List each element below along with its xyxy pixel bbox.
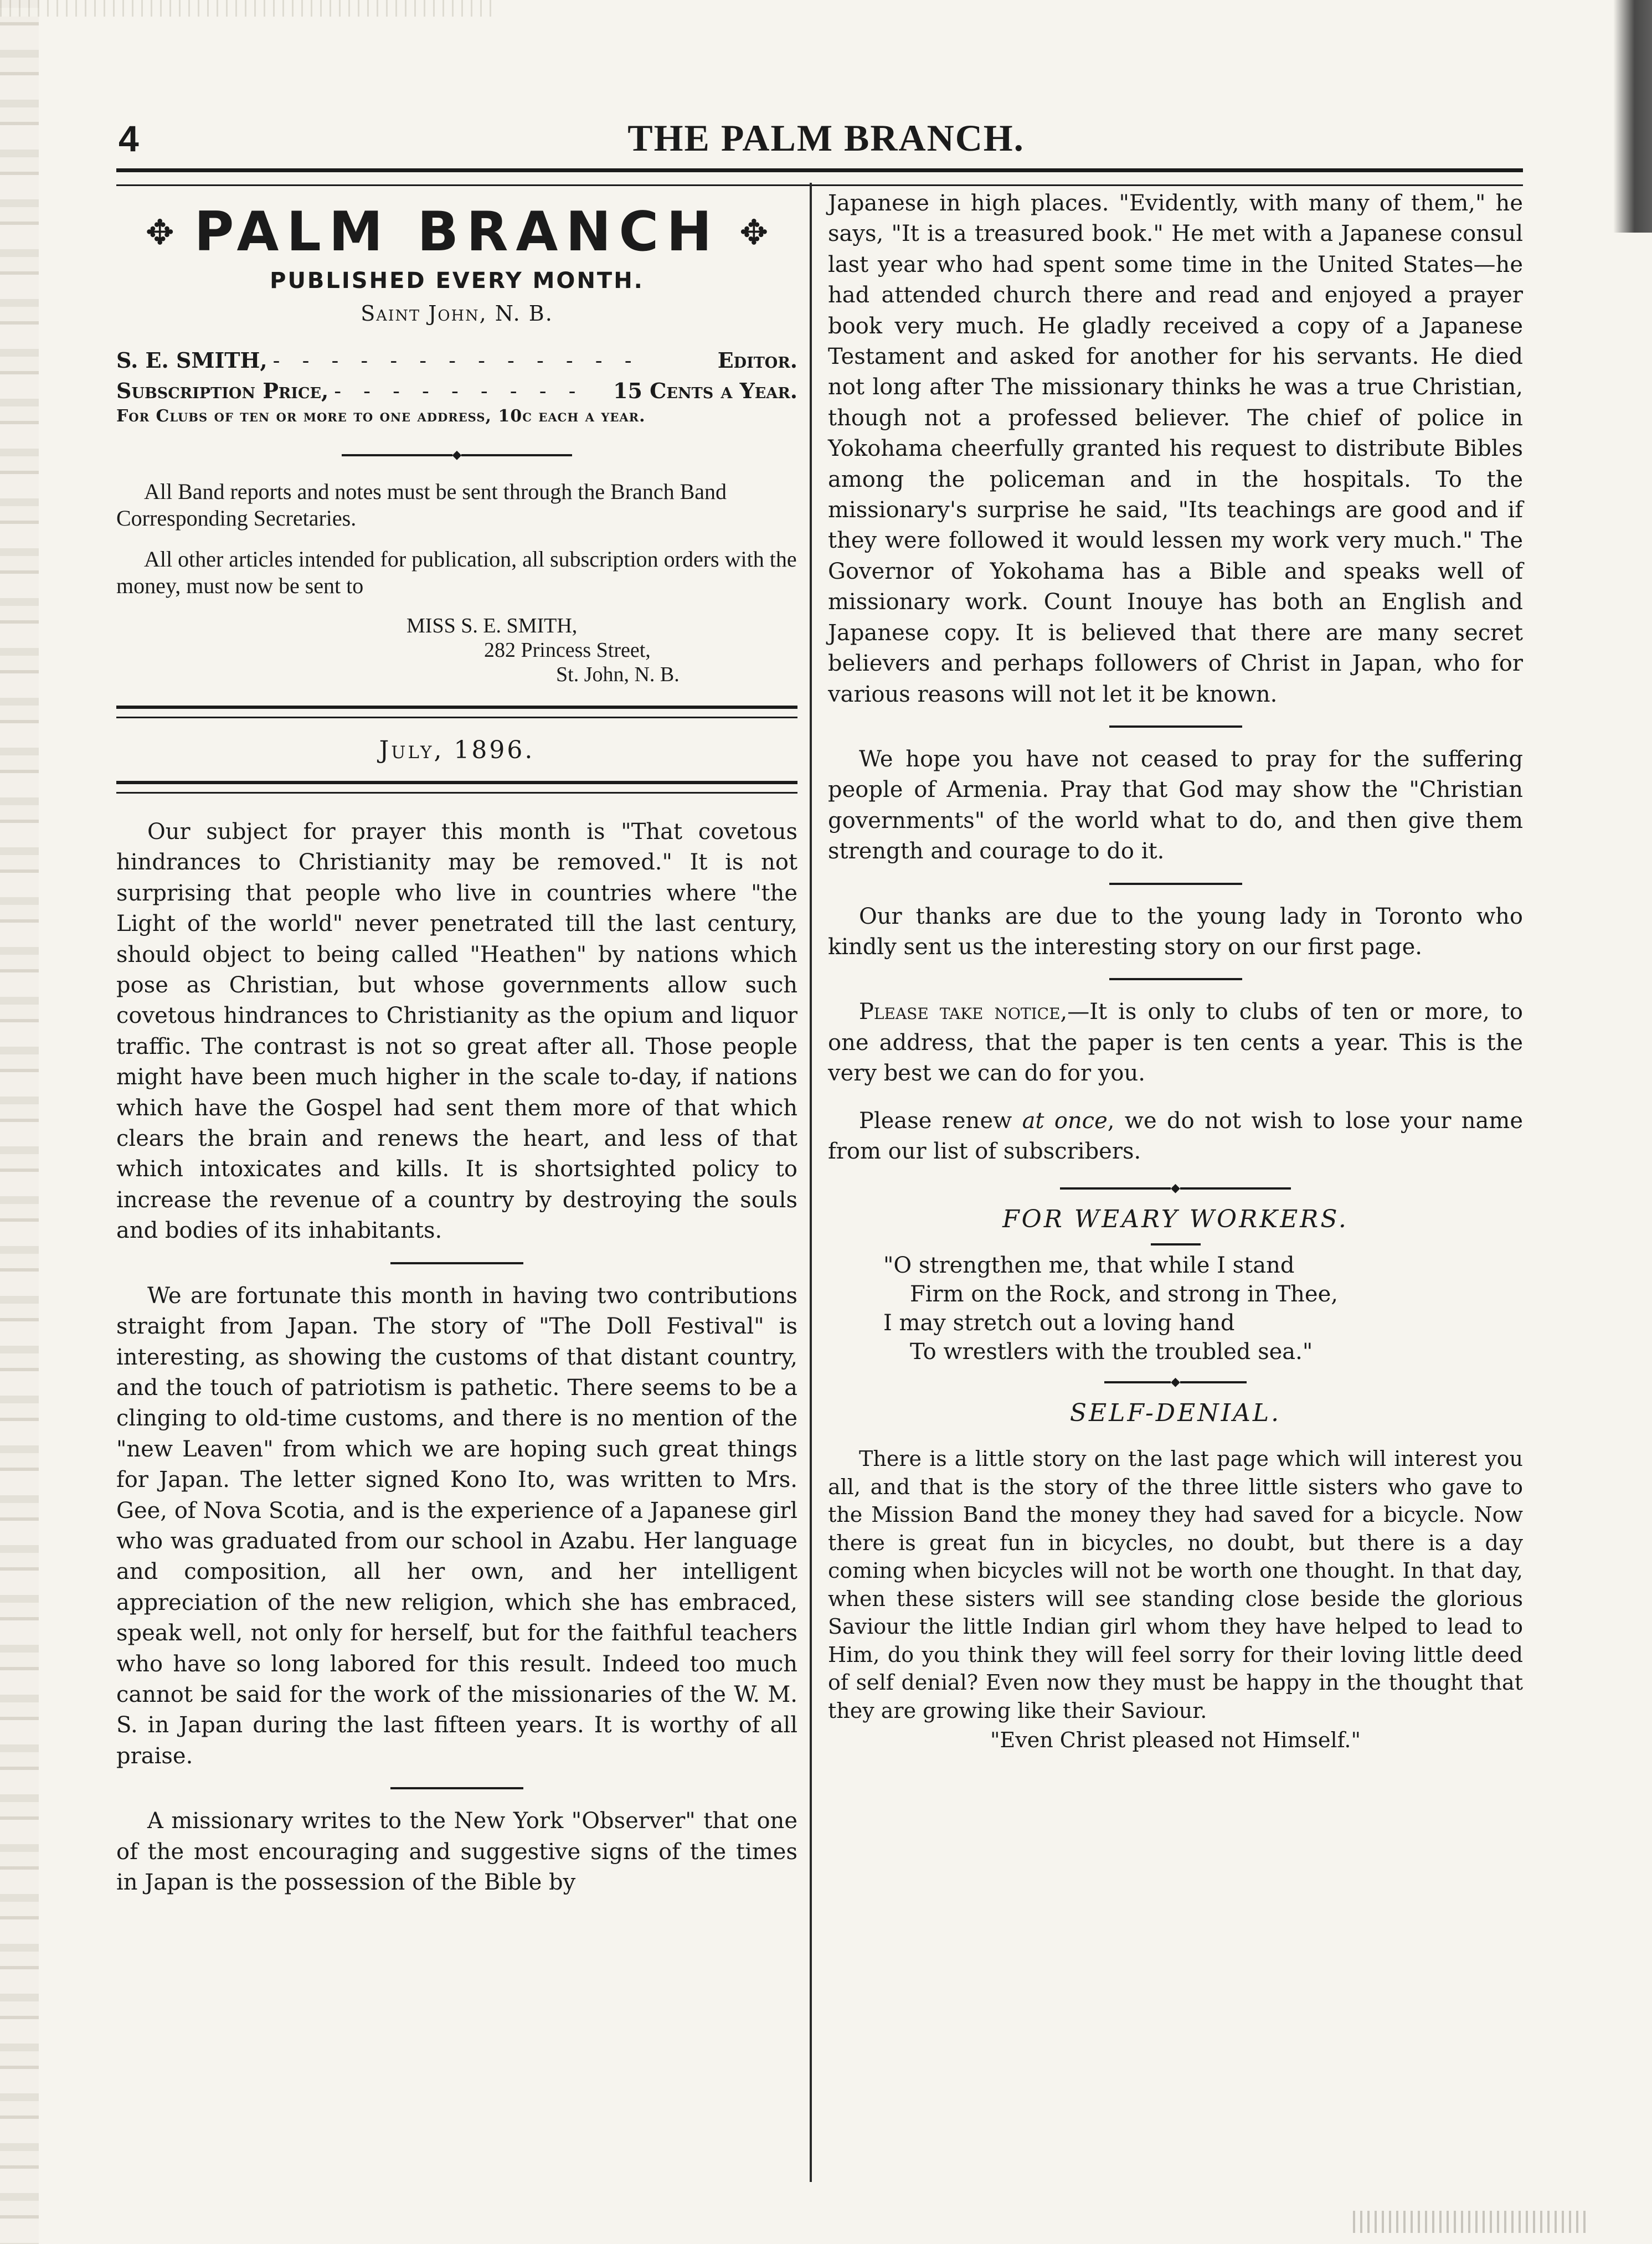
price-label: Subscription Price, (116, 378, 329, 403)
running-title: THE PALM BRANCH. (627, 117, 1025, 159)
ornamental-divider: ◆ (828, 1375, 1523, 1389)
scan-top-dust (0, 0, 498, 17)
clubs-line: For Clubs of ten or more to one address, 10c each a year. (116, 406, 646, 426)
editor-name: S. E. SMITH, (116, 348, 267, 373)
ornament-right-icon: ✥ (739, 212, 769, 253)
editor-line (116, 348, 797, 373)
right-column (828, 188, 1523, 1752)
self-denial-paragraph: There is a little story on the last page which will interest you all, and that is the story of the three little sisters who gave to the Mission Band the money they had saved for a bicycle. Now there is great fun in bicycles, no doubt, but there is a day coming when bicycles will not be worth one thought. In that day, when these sisters will see standing close beside the glorious Saviour the little Indian girl whom they have helped to lead to Him, do you think they will feel sorry for their loving little deed of self denial? Even now they must be happy in the thought that they are growing like their Saviour. (828, 1447, 1523, 1723)
editorial-paragraph-prayer: Our subject for prayer this month is "That covetous hindrances to Christianity may be removed." It is not surprising that people who live in countries where "the Light of the world" never penetrated till the last century, should object to being called "Heathen" by nations which pose as Christian, but whose governments allow such covetous hindrances to Christianity as the opium and liquor traffic. The contrast is not so great after all. Those people might have been much higher in the scale to-day, if nations which have the Gospel had sent them more of that which clears the brain and renews the heart, and less of that which intoxicates and kills. It is shortsighted policy to increase the revenue of a country by destroying the souls and bodies of its inhabitants. (116, 819, 797, 1244)
masthead-title (116, 200, 797, 264)
section-rule (390, 1787, 523, 1789)
notice-paragraph (828, 997, 1523, 1089)
editorial-paragraph-observer: A missionary writes to the New York "Observer" that one of the most encouraging and suggestive signs of the times in Japan is the possession of the Bible by (116, 1808, 797, 1895)
poem (883, 1251, 1523, 1366)
address-name: MISS S. E. SMITH, (406, 614, 578, 637)
thanks-paragraph: Our thanks are due to the young lady in Toronto who kindly sent us the interesting story on our first page. (828, 903, 1523, 960)
editorial-paragraph-japan: We are fortunate this month in having two contributions straight from Japan. The story of "The Doll Festival" is interesting, as showing the customs of that distant country, and the touch of patriotism is pathetic. There seems to be a clinging to old-time customs, and there is no mention of the "new Leaven" from which we are hoping such great things for Japan. The letter signed Kono Ito, was written to Mrs. Gee, of Nova Scotia, and is the experience of a Japanese girl who was graduated from our school in Azabu. Her language and composition, all her own, and her intelligent appreciation of the new religion, which she has embraced, speak well, not only for herself, but for the faithful teachers who have so long labored for this result. Indeed too much cannot be said for the work of the missionaries of the W. M. S. in Japan during the last fifteen years. It is worthy of all praise. (116, 1283, 797, 1769)
masthead-place: Saint John, N. B. (361, 301, 553, 326)
observer-continued-paragraph: Japanese in high places. "Evidently, with many of them," he says, "It is a treasured book." He met with a Japanese consul last year who had spent some time in the United States—he had attended church there and read and enjoyed a prayer book very much. He gladly received a copy of a Japanese Testament and asked for another for his servants. He died not long after The missionary thinks he was a true Christian, though not a professed believer. The chief of police in Yokohama cheerfully granted his request to distribute Bibles among the policeman and in the hospitals. To the missionary's surprise he said, "Its teachings are good and if they were followed it would lessen my work very much." The Governor of Yokohama has a Bible and speaks well of missionary work. Count Inouye has both an English and Japanese copy. It is believed that there are many secret believers and perhaps followers of Christ in Japan, who for various reasons will not let it be known. (828, 191, 1523, 707)
renew-emphasis: at once (1022, 1108, 1108, 1134)
poem-line: Firm on the Rock, and strong in Thee, (910, 1281, 1338, 1308)
heading-weary-workers: FOR WEARY WORKERS. (1002, 1205, 1349, 1234)
renew-text-a: Please renew (859, 1108, 1022, 1134)
notice-label: Please take notice, (859, 999, 1068, 1025)
heading-self-denial: SELF-DENIAL. (1069, 1399, 1282, 1428)
renew-text-c: , we do not wish to lose your name from our list of subscribers. (828, 1108, 1523, 1164)
page-number: 4 (119, 118, 139, 159)
column-divider (810, 183, 812, 2182)
scan-bottom-dust (1353, 2211, 1586, 2233)
section-rule (1109, 883, 1242, 885)
other-articles-notice: All other articles intended for publication, all subscription orders with the money, must now be sent to (116, 547, 797, 598)
date-rule-bottom (116, 781, 797, 794)
band-reports-notice: All Band reports and notes must be sent through the Branch Band Corresponding Secretaries. (116, 479, 727, 531)
section-rule (1151, 1243, 1201, 1245)
editor-dots: - - - - - - - - - - - - - (272, 348, 640, 373)
scan-left-edge (0, 0, 39, 2244)
issue-date: July, 1896. (379, 736, 535, 764)
masthead-title-text: PALM BRANCH (194, 200, 720, 264)
address-city: St. John, N. B. (556, 663, 680, 686)
notice-text: —It is only to clubs of ten or more, to one address, that the paper is ten cents a year. This is the very best we can do for you. (828, 999, 1523, 1087)
header-rule (116, 168, 1523, 186)
renew-paragraph (828, 1106, 1523, 1167)
poem-line: I may stretch out a loving hand (883, 1310, 1235, 1336)
address-street: 282 Princess Street, (484, 639, 651, 662)
closing-quote: "Even Christ pleased not Himself." (990, 1728, 1361, 1753)
price-dots: - - - - - - - - - (334, 379, 584, 403)
section-rule (390, 1262, 523, 1264)
masthead-subtitle: PUBLISHED EVERY MONTH. (270, 268, 644, 294)
editor-address (116, 614, 797, 687)
ornamental-divider: ◆ (116, 448, 797, 462)
date-rule-top (116, 706, 797, 718)
armenia-paragraph: We hope you have not ceased to pray for the suffering people of Armenia. Pray that God may show the "Christian governments" of the world what to do, and then give them strength and courage to do it. (828, 746, 1523, 864)
masthead (116, 200, 797, 326)
ornamental-divider: ◆ (828, 1181, 1523, 1195)
editor-label: Editor. (717, 348, 797, 373)
ornament-left-icon: ✥ (145, 212, 174, 253)
section-rule (1109, 978, 1242, 980)
price-value: 15 Cents a Year. (613, 378, 797, 403)
price-line (116, 378, 797, 403)
poem-line: To wrestlers with the troubled sea." (910, 1339, 1313, 1365)
left-column (116, 188, 797, 1898)
section-rule (1109, 725, 1242, 728)
poem-line: "O strengthen me, that while I stand (883, 1253, 1295, 1279)
